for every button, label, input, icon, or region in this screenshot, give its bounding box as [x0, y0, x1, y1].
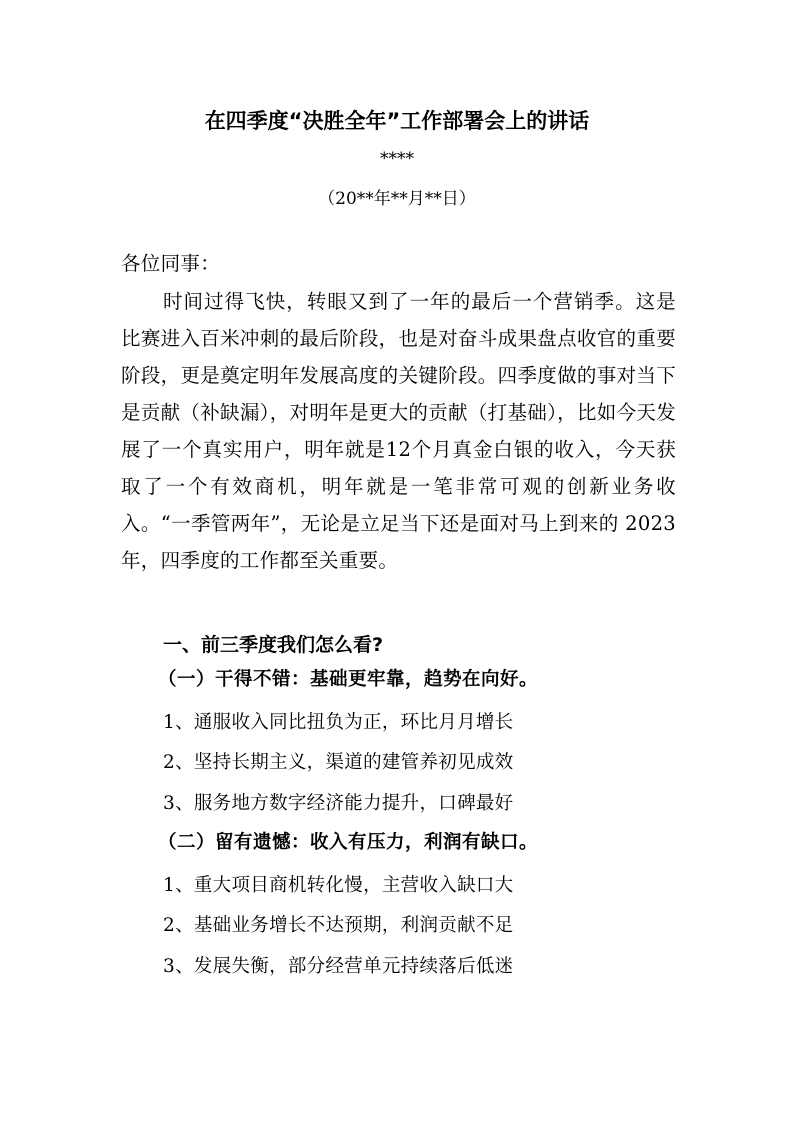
list-item: 3、发展失衡，部分经营单元持续落后低迷 — [163, 956, 514, 977]
document-title: 在四季度“决胜全年”工作部署会上的讲话 — [204, 109, 590, 133]
subsection-heading-a: （一）干得不错：基础更牢靠，趋势在向好。 — [158, 669, 539, 690]
section-heading-1: 一、前三季度我们怎么看? — [163, 634, 384, 656]
intro-paragraph: 时间过得飞快，转眼又到了一年的最后一个营销季。这是比赛进入百米冲刺的最后阶段，也是对奋斗成果盘点收官的重要阶段，更是奠定明年发展高度的关键阶段。四季度做的事对当下是贡献（补缺漏），对明年是更大的贡献（打基础），比如今天发展了一个真实用户，明年就是12个月真金白银的收入，今天获取了一个有效商机，明年就是一笔非常可观的创新业务收入。“一季管两年”，无论是立足当下还是面对马上到来的 2023 年，四季度的工作都至关重要。 — [121, 290, 676, 572]
list-item: 1、通服收入同比扭负为正，环比月月增长 — [163, 712, 514, 733]
date-line: （20**年**月**日） — [318, 189, 476, 209]
list-item: 2、坚持长期主义，渠道的建管养初见成效 — [163, 752, 514, 773]
list-item: 3、服务地方数字经济能力提升，口碑最好 — [163, 793, 514, 814]
list-item: 2、基础业务增长不达预期，利润贡献不足 — [163, 915, 514, 936]
greeting: 各位同事： — [121, 252, 221, 275]
subsection-heading-b: （二）留有遗憾：收入有压力，利润有缺口。 — [158, 832, 539, 853]
author-line: **** — [380, 149, 414, 169]
list-item: 1、重大项目商机转化慢，主营收入缺口大 — [163, 875, 514, 896]
